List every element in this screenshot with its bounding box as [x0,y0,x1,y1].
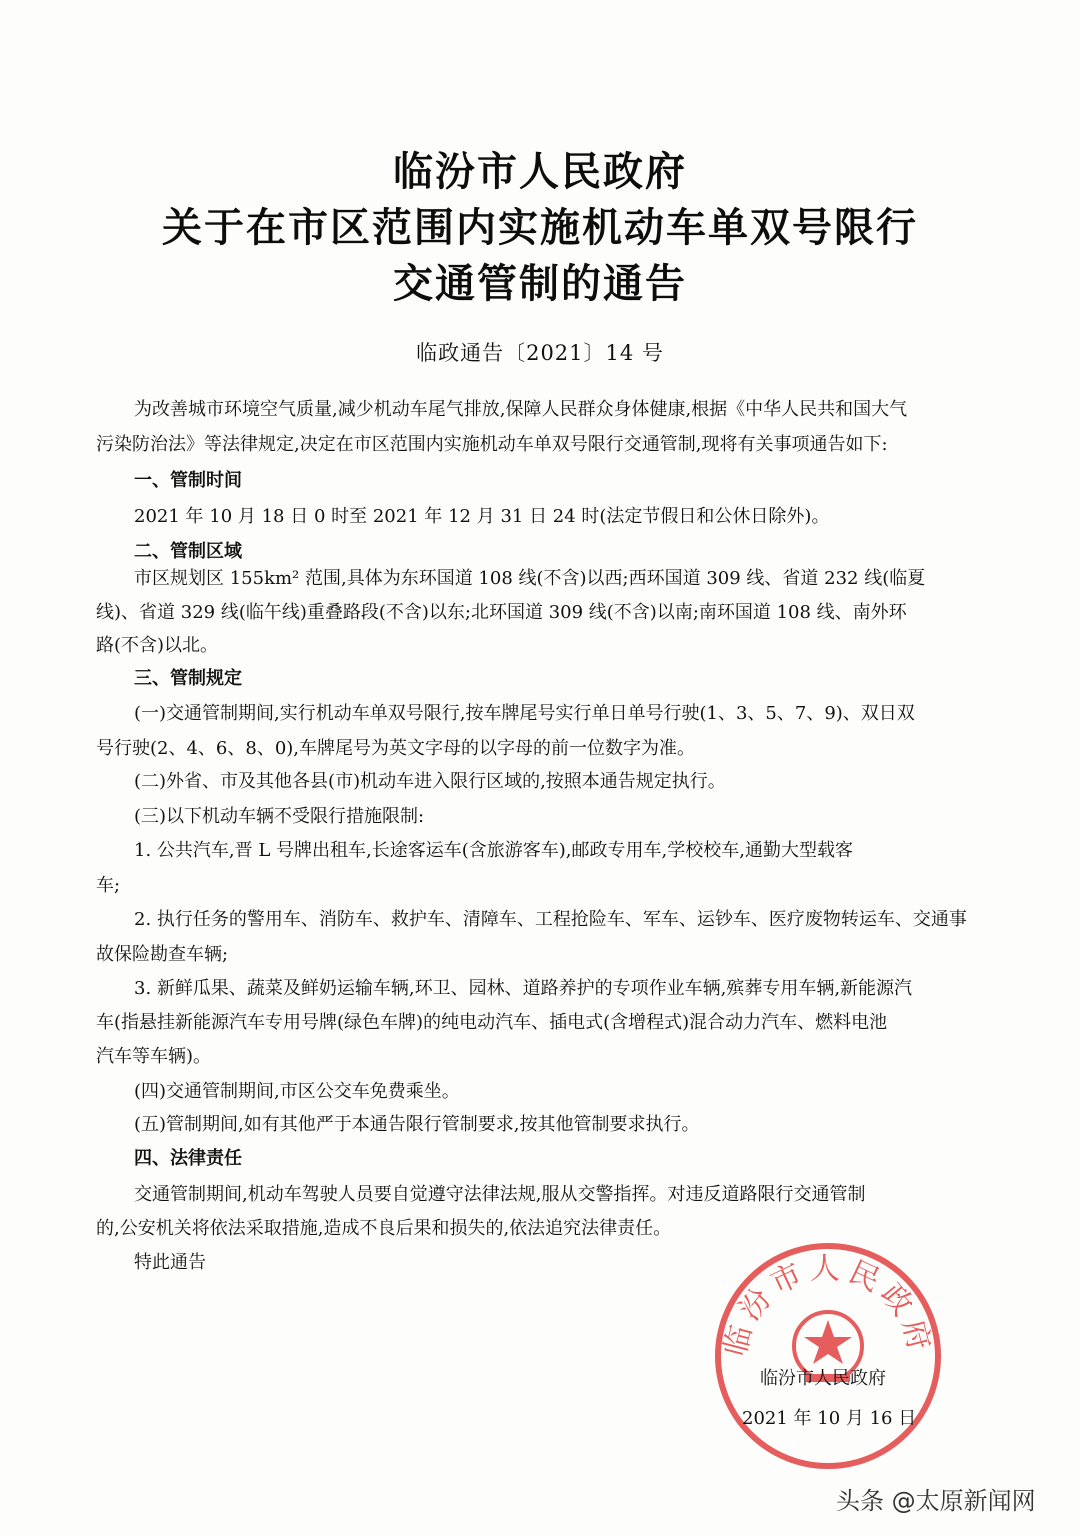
section-text-area-2: 线)、省道 329 线(临午线)重叠路段(不含)以东;北环国道 309 线(不含)以南;南环国道 108 线、南外环 [96,602,907,623]
rule-1-line-2: 号行驶(2、4、6、8、0),车牌尾号为英文字母的以字母的前一位数字为准。 [96,738,696,759]
intro-line-1: 为改善城市环境空气质量,减少机动车尾气排放,保障人民群众身体健康,根据《中华人民共和国大气 [134,399,908,420]
exempt-1-line-1: 1. 公共汽车,晋 L 号牌出租车,长途客运车(含旅游客车),邮政专用车,学校校车,通勤大型载客 [134,840,853,861]
exempt-3-line-1: 3. 新鲜瓜果、蔬菜及鲜奶运输车辆,环卫、园林、道路养护的专项作业车辆,殡葬专用车辆,新能源汽 [134,978,913,999]
rule-3: (三)以下机动车辆不受限行措施限制: [134,806,425,827]
closing-text: 特此通告 [134,1252,206,1273]
exempt-3-line-2: 车(指悬挂新能源汽车专用号牌(绿色车牌)的纯电动汽车、插电式(含增程式)混合动力汽车、燃料电池 [96,1012,888,1033]
section-text-area-1: 市区规划区 155km² 范围,具体为东环国道 108 线(不含)以西;西环国道 309 线、省道 232 线(临夏 [134,568,926,589]
section-heading-rules: 三、管制规定 [134,668,242,689]
exempt-2-line-2: 故保险勘查车辆; [96,944,229,965]
signature-issuer: 临汾市人民政府 [760,1368,886,1389]
document-number: 临政通告〔2021〕14 号 [416,341,664,365]
intro-line-2: 污染防治法》等法律规定,决定在市区范围内实施机动车单双号限行交通管制,现将有关事项通告如下: [96,434,888,455]
section-heading-time: 一、管制时间 [134,470,242,491]
title-line-2: 关于在市区范围内实施机动车单双号限行 [162,205,918,251]
exempt-3-line-3: 汽车等车辆)。 [96,1046,212,1067]
rule-1-line-1: (一)交通管制期间,实行机动车单双号限行,按车牌尾号实行单日单号行驶(1、3、5、7、9)、双日双 [134,703,915,724]
section-heading-liability: 四、法律责任 [134,1148,242,1169]
title-line-1: 临汾市人民政府 [393,149,687,195]
section-heading-area: 二、管制区域 [134,541,242,562]
section-text-time: 2021 年 10 月 18 日 0 时至 2021 年 12 月 31 日 24 时(法定节假日和公休日除外)。 [134,506,830,527]
title-line-3: 交通管制的通告 [393,261,687,307]
liability-line-2: 的,公安机关将依法采取措施,造成不良后果和损失的,依法追究法律责任。 [96,1218,672,1239]
liability-line-1: 交通管制期间,机动车驾驶人员要自觉遵守法律法规,服从交警指挥。对违反道路限行交通管制 [134,1184,866,1205]
exempt-1-line-2: 车; [96,875,121,896]
exempt-2-line-1: 2. 执行任务的警用车、消防车、救护车、清障车、工程抢险车、军车、运钞车、医疗废物转运车、交通事 [134,909,967,930]
rule-4: (四)交通管制期间,市区公交车免费乘坐。 [134,1081,460,1102]
svg-text:临汾市人民政府: 临汾市人民政府 [717,1251,939,1360]
rule-5: (五)管制期间,如有其他严于本通告限行管制要求,按其他管制要求执行。 [134,1114,700,1135]
watermark-text: 头条 @太原新闻网 [836,1487,1036,1515]
section-text-area-3: 路(不含)以北。 [96,635,219,656]
signature-date: 2021 年 10 月 16 日 [742,1408,917,1429]
official-seal [708,1236,948,1476]
rule-2: (二)外省、市及其他各县(市)机动车进入限行区域的,按照本通告规定执行。 [134,771,726,792]
